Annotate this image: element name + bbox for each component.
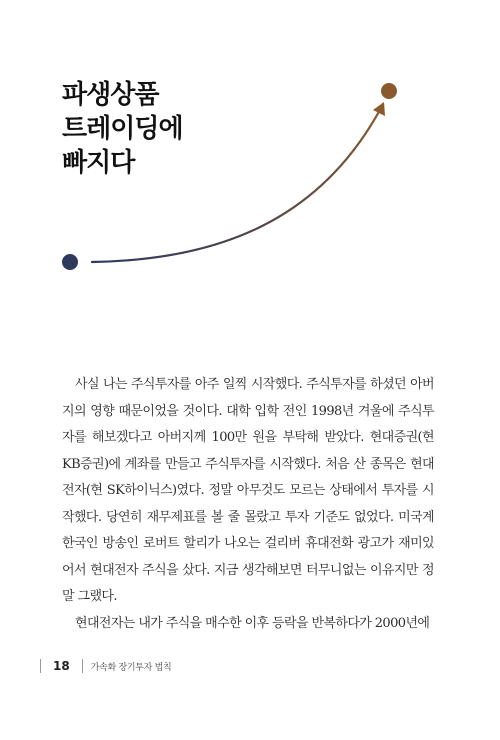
body-paragraph-1: 사실 나는 주식투자를 아주 일찍 시작했다. 주식투자를 하셨던 아버지의 영향 때문이었을 것이다. 대학 입학 전인 1998년 겨울에 주식투자를 해보겠다고 아버지께 100만 원을 부탁해 받았다. 현대증권(현 KB증권)에 계좌를 만들고 주식투자를 시작했다. 처음 산 종목은 현대전자(현 SK하이닉스)였다. 정말 아무것도 모르는 상태에서 투자를 시작했다. 당연히 재무제표를 볼 줄 몰랐고 투자 기준도 없었다. 미국계 한국인 방송인 로버트 할리가 나오는 걸리버 휴대전화 광고가 재미있어서 현대전자 주식을 샀다. 지금 생각해보면 터무니없는 이유지만 정말 그랬다. [62,377,434,604]
book-title: 가속화 장기투자 법칙 [90,662,172,673]
arrow-head-icon [373,102,385,116]
start-dot [62,254,78,270]
rising-arrow-graphic [0,0,500,300]
chapter-title-line-1: 파생상품 [62,80,159,110]
page-number: 18 [53,659,70,673]
body-paragraph-2: 현대전자는 내가 주식을 매수한 이후 등락을 반복하다가 2000년에 [75,615,430,631]
rising-curve [92,108,381,262]
chapter-title-line-3: 빠지다 [62,148,135,178]
end-dot [381,83,397,99]
page-footer [40,656,171,676]
chapter-title-line-2: 트레이딩에 [62,114,183,144]
body-text [62,372,434,637]
footer-divider-right [82,659,83,673]
footer-divider-left [40,659,41,673]
